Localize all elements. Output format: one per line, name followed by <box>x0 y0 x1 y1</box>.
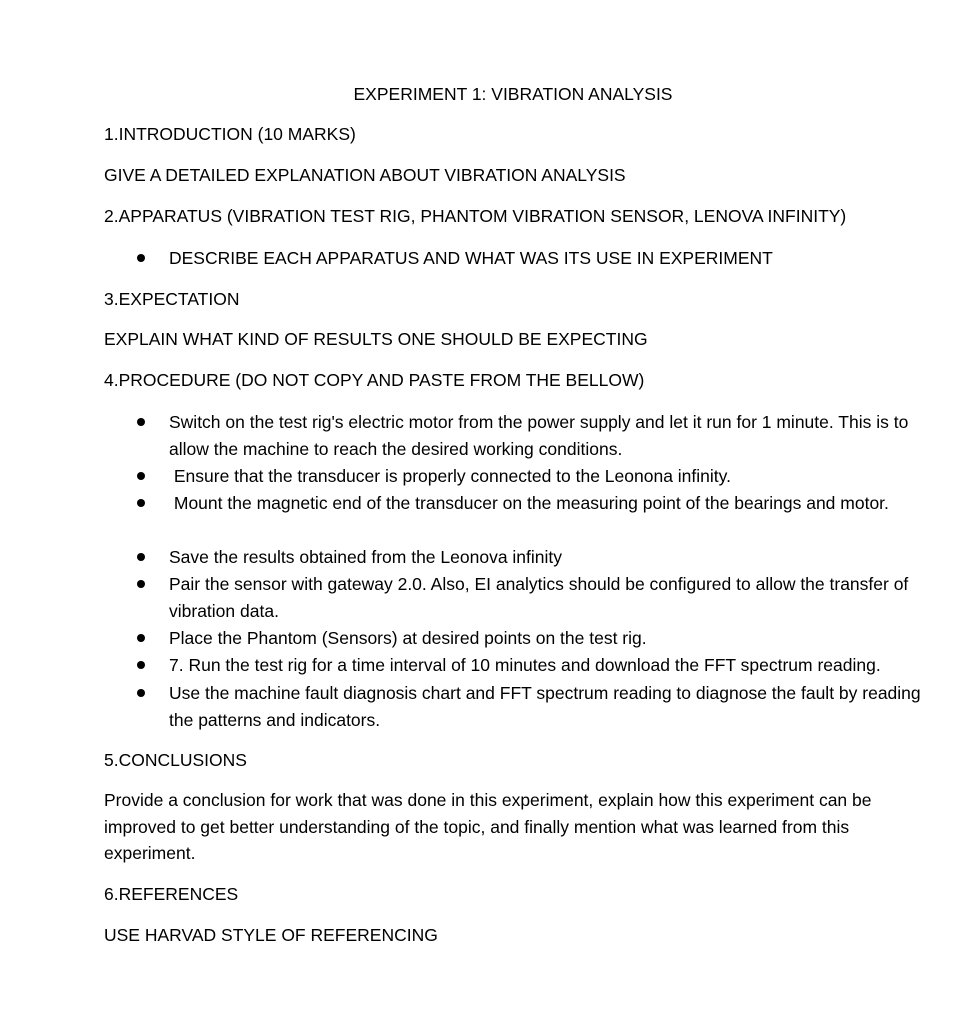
procedure-step: Pair the sensor with gateway 2.0. Also, EI analytics should be configured to allow the transfer of vibration data. <box>169 574 909 621</box>
procedure-step: Save the results obtained from the Leonova infinity <box>169 547 563 567</box>
introduction-heading: 1.INTRODUCTION (10 MARKS) <box>104 124 356 144</box>
bullet-icon <box>137 472 145 480</box>
bullet-icon <box>137 661 145 669</box>
expectation-heading: 3.EXPECTATION <box>104 289 240 309</box>
bullet-icon <box>137 553 145 561</box>
procedure-step: Place the Phantom (Sensors) at desired points on the test rig. <box>169 628 647 648</box>
introduction-text: GIVE A DETAILED EXPLANATION ABOUT VIBRATION ANALYSIS <box>104 165 626 185</box>
apparatus-heading: 2.APPARATUS (VIBRATION TEST RIG, PHANTOM VIBRATION SENSOR, LENOVA INFINITY) <box>104 206 847 226</box>
procedure-step: 7. Run the test rig for a time interval of 10 minutes and download the FFT spectrum reading. <box>169 655 881 675</box>
apparatus-bullet-text: DESCRIBE EACH APPARATUS AND WHAT WAS ITS USE IN EXPERIMENT <box>169 248 773 268</box>
procedure-heading: 4.PROCEDURE (DO NOT COPY AND PASTE FROM THE BELLOW) <box>104 370 645 390</box>
procedure-step: Switch on the test rig's electric motor from the power supply and let it run for 1 minute. This is to allow the machine to reach the desired working conditions. <box>169 412 909 459</box>
procedure-step: Mount the magnetic end of the transducer on the measuring point of the bearings and motor. <box>169 493 889 513</box>
procedure-step: Ensure that the transducer is properly connected to the Leonona infinity. <box>169 466 731 486</box>
procedure-step: Use the machine fault diagnosis chart and FFT spectrum reading to diagnose the fault by reading the patterns and indicators. <box>169 683 921 730</box>
document-title: EXPERIMENT 1: VIBRATION ANALYSIS <box>353 84 673 104</box>
references-text: USE HARVAD STYLE OF REFERENCING <box>104 925 438 945</box>
bullet-icon <box>137 634 145 642</box>
conclusions-heading: 5.CONCLUSIONS <box>104 750 247 770</box>
bullet-icon <box>137 499 145 507</box>
expectation-text: EXPLAIN WHAT KIND OF RESULTS ONE SHOULD BE EXPECTING <box>104 329 648 349</box>
conclusions-text: Provide a conclusion for work that was done in this experiment, explain how this experiment can be improved to get better understanding of the topic, and finally mention what was learned from this experiment. <box>104 790 872 863</box>
bullet-icon <box>137 689 145 697</box>
bullet-icon <box>137 254 145 262</box>
bullet-icon <box>137 418 145 426</box>
bullet-icon <box>137 580 145 588</box>
references-heading: 6.REFERENCES <box>104 884 239 904</box>
